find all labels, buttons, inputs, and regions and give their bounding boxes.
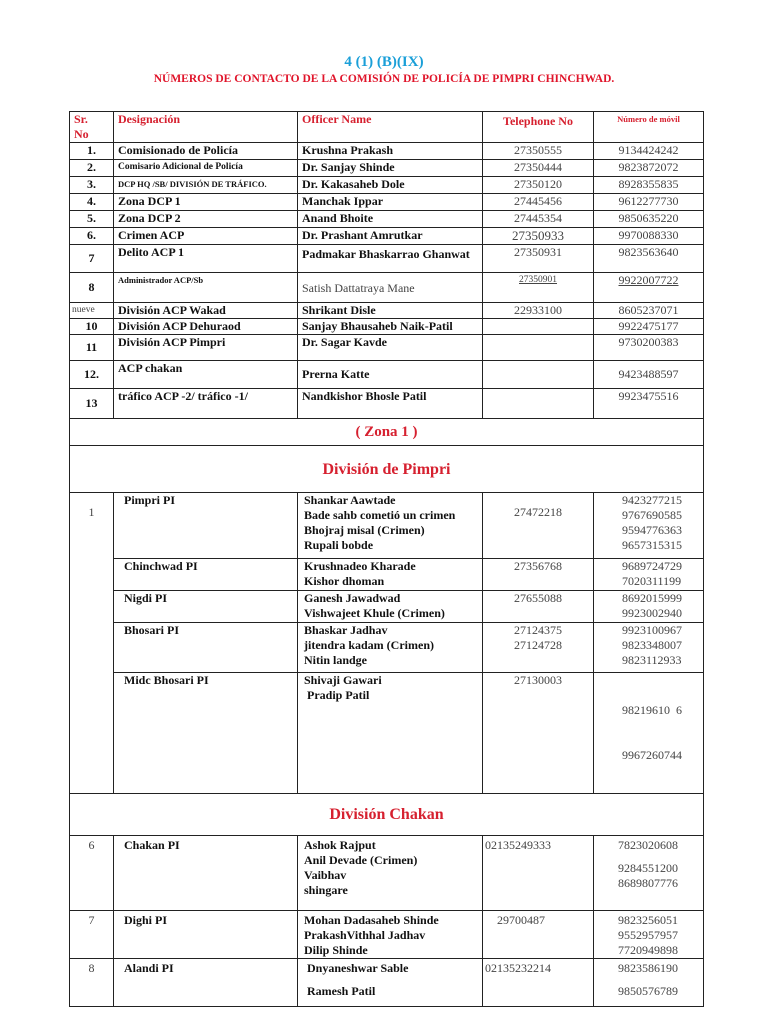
header-sr: Sr. No	[70, 112, 114, 143]
row-mobile: 9730200383	[594, 335, 704, 361]
table-row	[70, 303, 704, 319]
header-mobile: Número de móvil	[594, 112, 704, 143]
contact-table	[69, 111, 704, 1007]
row-officer: Krushna Prakash	[298, 143, 483, 160]
station-telephone: 02135232214	[483, 959, 594, 1007]
station-telephone: 27130003	[483, 673, 594, 794]
station-telephone: 02135249333	[483, 836, 594, 911]
header-telephone: Telephone No	[483, 112, 594, 143]
row-officer: Dr. Sanjay Shinde	[298, 160, 483, 177]
station-name: Chinchwad PI	[114, 559, 298, 591]
table-row	[70, 361, 704, 389]
table-row	[70, 911, 704, 959]
row-sr: 11	[70, 335, 114, 361]
station-officers: Bhaskar Jadhav jitendra kadam (Crimen) Nitin landge	[298, 623, 483, 673]
table-row	[70, 228, 704, 245]
table-row	[70, 389, 704, 419]
row-mobile: 9970088330	[594, 228, 704, 245]
row-telephone: 27350901	[483, 273, 594, 303]
station-name: Nigdi PI	[114, 591, 298, 623]
row-designation: División ACP Pimpri	[114, 335, 298, 361]
division-pimpri-heading: División de Pimpri	[70, 446, 704, 493]
row-mobile: 8605237071	[594, 303, 704, 319]
table-row	[70, 623, 704, 673]
station-mobiles: 9423277215 9767690585 9594776363 9657315315	[594, 493, 704, 559]
station-name: Bhosari PI	[114, 623, 298, 673]
row-sr: 5.	[70, 211, 114, 228]
row-mobile: 9134424242	[594, 143, 704, 160]
table-row	[70, 245, 704, 273]
table-row	[70, 160, 704, 177]
station-mobiles: 8692015999 9923002940	[594, 591, 704, 623]
table-row	[70, 493, 704, 559]
row-mobile: 9922007722	[594, 273, 704, 303]
row-sr: 8	[70, 273, 114, 303]
station-mobiles: 9823256051 9552957957 7720949898	[594, 911, 704, 959]
station-telephone: 29700487	[483, 911, 594, 959]
row-designation: ACP chakan	[114, 361, 298, 389]
row-officer: Shrikant Disle	[298, 303, 483, 319]
station-telephone: 27356768	[483, 559, 594, 591]
row-designation: Administrador ACP/Sb	[114, 273, 298, 303]
table-row	[70, 194, 704, 211]
zone-heading: ( Zona 1 )	[70, 419, 704, 446]
station-name: Midc Bhosari PI	[114, 673, 298, 794]
row-mobile: 9823563640	[594, 245, 704, 273]
row-telephone: 27350555	[483, 143, 594, 160]
row-designation: Zona DCP 1	[114, 194, 298, 211]
row-designation: Zona DCP 2	[114, 211, 298, 228]
station-telephones: 27124375 27124728	[483, 623, 594, 673]
row-sr: nueve	[70, 303, 114, 319]
row-officer: Anand Bhoite	[298, 211, 483, 228]
row-designation: Crimen ACP	[114, 228, 298, 245]
row-designation: Comisionado de Policía	[114, 143, 298, 160]
station-mobiles: 9689724729 7020311199	[594, 559, 704, 591]
station-officers: Shankar Aawtade Bade sahb cometió un crimen Bhojraj misal (Crimen) Rupali bobde	[298, 493, 483, 559]
table-row	[70, 591, 704, 623]
row-telephone	[483, 389, 594, 419]
table-row	[70, 273, 704, 303]
station-sr: 7	[70, 911, 114, 959]
row-officer: Prerna Katte	[298, 361, 483, 389]
row-designation: División ACP Wakad	[114, 303, 298, 319]
station-name: Pimpri PI	[114, 493, 298, 559]
document-number: 4 (1) (B)(IX)	[344, 54, 424, 70]
table-header-row	[70, 112, 704, 143]
division-row	[70, 446, 704, 493]
station-mobiles: 9823586190 9850576789	[594, 959, 704, 1007]
station-mobiles: 9923100967 9823348007 9823112933	[594, 623, 704, 673]
table-row	[70, 959, 704, 1007]
row-telephone: 27350933	[483, 228, 594, 245]
table-row	[70, 177, 704, 194]
row-mobile: 9850635220	[594, 211, 704, 228]
station-mobiles: 98219610 6 9967260744	[594, 673, 704, 794]
table-row	[70, 673, 704, 794]
row-officer: Padmakar Bhaskarrao Ghanwat	[298, 245, 483, 273]
station-mobiles: 7823020608 9284551200 8689807776	[594, 836, 704, 911]
row-mobile: 9923475516	[594, 389, 704, 419]
table-row	[70, 335, 704, 361]
row-telephone: 27445354	[483, 211, 594, 228]
row-telephone: 27350120	[483, 177, 594, 194]
row-sr: 10	[70, 319, 114, 335]
row-designation: DCP HQ /SB/ DIVISIÓN DE TRÁFICO.	[114, 177, 298, 194]
row-officer: Sanjay Bhausaheb Naik-Patil	[298, 319, 483, 335]
station-officers: Ashok Rajput Anil Devade (Crimen) Vaibhav shingare	[298, 836, 483, 911]
table-row	[70, 211, 704, 228]
row-officer: Dr. Sagar Kavde	[298, 335, 483, 361]
row-telephone: 27350931	[483, 245, 594, 273]
station-name: Dighi PI	[114, 911, 298, 959]
station-sr: 6	[70, 836, 114, 911]
table-row	[70, 143, 704, 160]
row-mobile: 9423488597	[594, 361, 704, 389]
table-row	[70, 836, 704, 911]
row-telephone: 27350444	[483, 160, 594, 177]
station-officers: Krushnadeo Kharade Kishor dhoman	[298, 559, 483, 591]
station-officers: Shivaji Gawari Pradip Patil	[298, 673, 483, 794]
row-mobile: 9922475177	[594, 319, 704, 335]
row-officer: Nandkishor Bhosle Patil	[298, 389, 483, 419]
station-officers: Dnyaneshwar Sable Ramesh Patil	[298, 959, 483, 1007]
row-sr: 7	[70, 245, 114, 273]
station-telephone: 27655088	[483, 591, 594, 623]
division-serial: 1	[70, 493, 114, 794]
header-officer: Officer Name	[298, 112, 483, 143]
zone-row	[70, 419, 704, 446]
row-officer: Dr. Kakasaheb Dole	[298, 177, 483, 194]
row-officer: Satish Dattatraya Mane	[298, 273, 483, 303]
row-mobile: 8928355835	[594, 177, 704, 194]
row-officer: Manchak Ippar	[298, 194, 483, 211]
station-officers: Ganesh Jawadwad Vishwajeet Khule (Crimen)	[298, 591, 483, 623]
station-telephone: 27472218	[483, 493, 594, 559]
station-name: Alandi PI	[114, 959, 298, 1007]
row-sr: 4.	[70, 194, 114, 211]
table-row	[70, 559, 704, 591]
header-designation: Designación	[114, 112, 298, 143]
row-officer: Dr. Prashant Amrutkar	[298, 228, 483, 245]
row-designation: tráfico ACP -2/ tráfico -1/	[114, 389, 298, 419]
row-designation: Delito ACP 1	[114, 245, 298, 273]
row-sr: 6.	[70, 228, 114, 245]
row-telephone	[483, 335, 594, 361]
row-telephone	[483, 319, 594, 335]
row-sr: 3.	[70, 177, 114, 194]
row-sr: 1.	[70, 143, 114, 160]
station-sr: 8	[70, 959, 114, 1007]
division-chakan-heading: División Chakan	[70, 794, 704, 836]
station-name: Chakan PI	[114, 836, 298, 911]
row-sr: 2.	[70, 160, 114, 177]
row-designation: División ACP Dehuraod	[114, 319, 298, 335]
row-sr: 12.	[70, 361, 114, 389]
row-telephone: 22933100	[483, 303, 594, 319]
table-row	[70, 319, 704, 335]
row-telephone	[483, 361, 594, 389]
row-designation: Comisario Adicional de Policía	[114, 160, 298, 177]
row-mobile: 9612277730	[594, 194, 704, 211]
row-sr: 13	[70, 389, 114, 419]
document-title: NÚMEROS DE CONTACTO DE LA COMISIÓN DE POLICÍA DE PIMPRI CHINCHWAD.	[153, 73, 615, 85]
row-telephone: 27445456	[483, 194, 594, 211]
row-mobile: 9823872072	[594, 160, 704, 177]
station-officers: Mohan Dadasaheb Shinde PrakashVithhal Jadhav Dilip Shinde	[298, 911, 483, 959]
division-row	[70, 794, 704, 836]
